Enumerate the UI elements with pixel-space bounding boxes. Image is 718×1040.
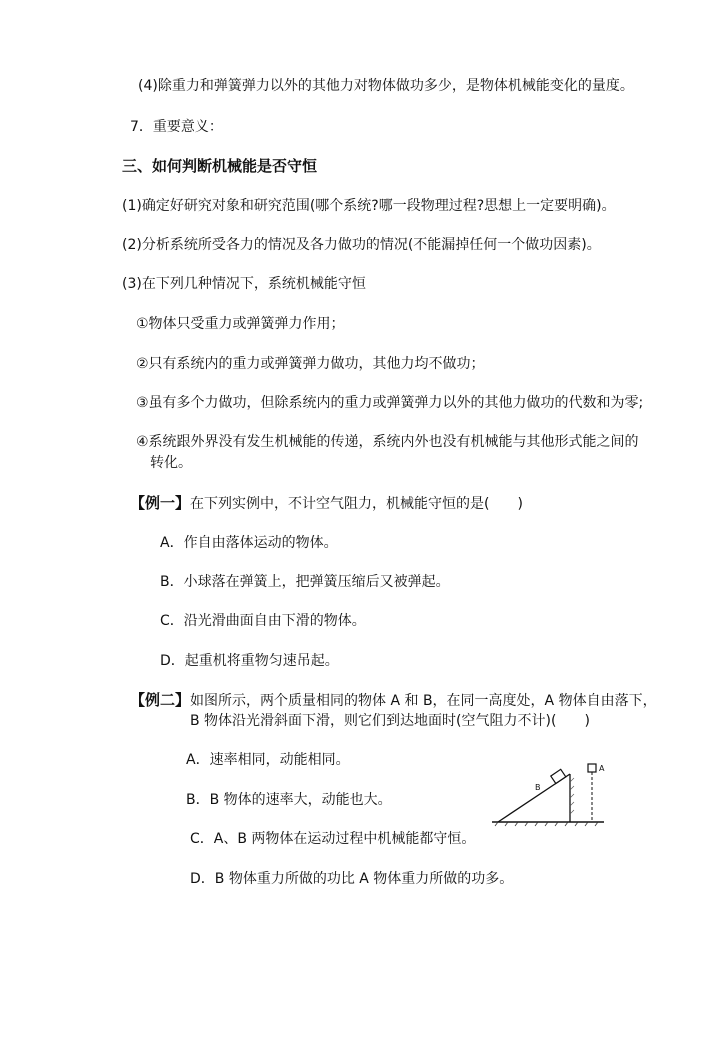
- example-2-option-d: D．B 物体重力所做的功比 A 物体重力所做的功多。: [190, 871, 514, 887]
- condition-4-cont: 转化。: [150, 455, 192, 471]
- example-1-tag: 【例一】: [130, 494, 191, 512]
- block-b: [551, 769, 566, 783]
- block-a: [588, 764, 596, 772]
- example-2-option-a: A．速率相同，动能相同。: [186, 752, 350, 768]
- label-b: B: [535, 783, 541, 792]
- text-line-step-1: (1)确定好研究对象和研究范围(哪个系统?哪一段物理过程?思想上一定要明确)。: [122, 198, 616, 214]
- example-1-option-a: A．作自由落体运动的物体。: [160, 535, 338, 551]
- text-line-importance: 7．重要意义：: [130, 119, 223, 135]
- condition-2: ②只有系统内的重力或弹簧弹力做功，其他力均不做功；: [136, 356, 485, 372]
- text-line-step-2: (2)分析系统所受各力的情况及各力做功的情况(不能漏掉任何一个做功因素)。: [122, 237, 601, 253]
- example-2-question: [130, 690, 657, 711]
- example-2-tag: 【例二】: [130, 691, 191, 709]
- example-1-option-d: D．起重机将重物匀速吊起。: [160, 653, 339, 669]
- label-a: A: [599, 764, 605, 773]
- example-2-option-b: B．B 物体的速率大，动能也大。: [186, 792, 392, 808]
- condition-1: ①物体只受重力或弹簧弹力作用；: [136, 316, 345, 332]
- example-1-option-c: C．沿光滑曲面自由下滑的物体。: [160, 613, 366, 629]
- condition-4: ④系统跟外界没有发生机械能的传递，系统内外也没有机械能与其他形式能之间的: [136, 434, 639, 450]
- section-heading-3: 三、如何判断机械能是否守恒: [122, 157, 318, 175]
- example-2-question-text-1: 如图所示，两个质量相同的物体 A 和 B，在同一高度处，A 物体自由落下，: [190, 693, 657, 709]
- example-1-question: [130, 493, 523, 514]
- condition-3: ③虽有多个力做功，但除系统内的重力或弹簧弹力以外的其他力做功的代数和为零;: [136, 395, 644, 411]
- text-line-step-3: (3)在下列几种情况下，系统机械能守恒: [122, 276, 366, 292]
- example-1-option-b: B．小球落在弹簧上，把弹簧压缩后又被弹起。: [160, 574, 450, 590]
- text-line-4: (4)除重力和弹簧弹力以外的其他力对物体做功多少，是物体机械能变化的量度。: [138, 78, 634, 94]
- example-2-option-c: C．A、B 两物体在运动过程中机械能都守恒。: [190, 831, 476, 847]
- example-2-question-text-2: B 物体沿光滑斜面下滑，则它们到达地面时(空气阻力不计)( ): [190, 713, 590, 729]
- example-1-question-text: 在下列实例中，不计空气阻力，机械能守恒的是( ): [190, 496, 523, 512]
- incline-diagram: [490, 758, 608, 830]
